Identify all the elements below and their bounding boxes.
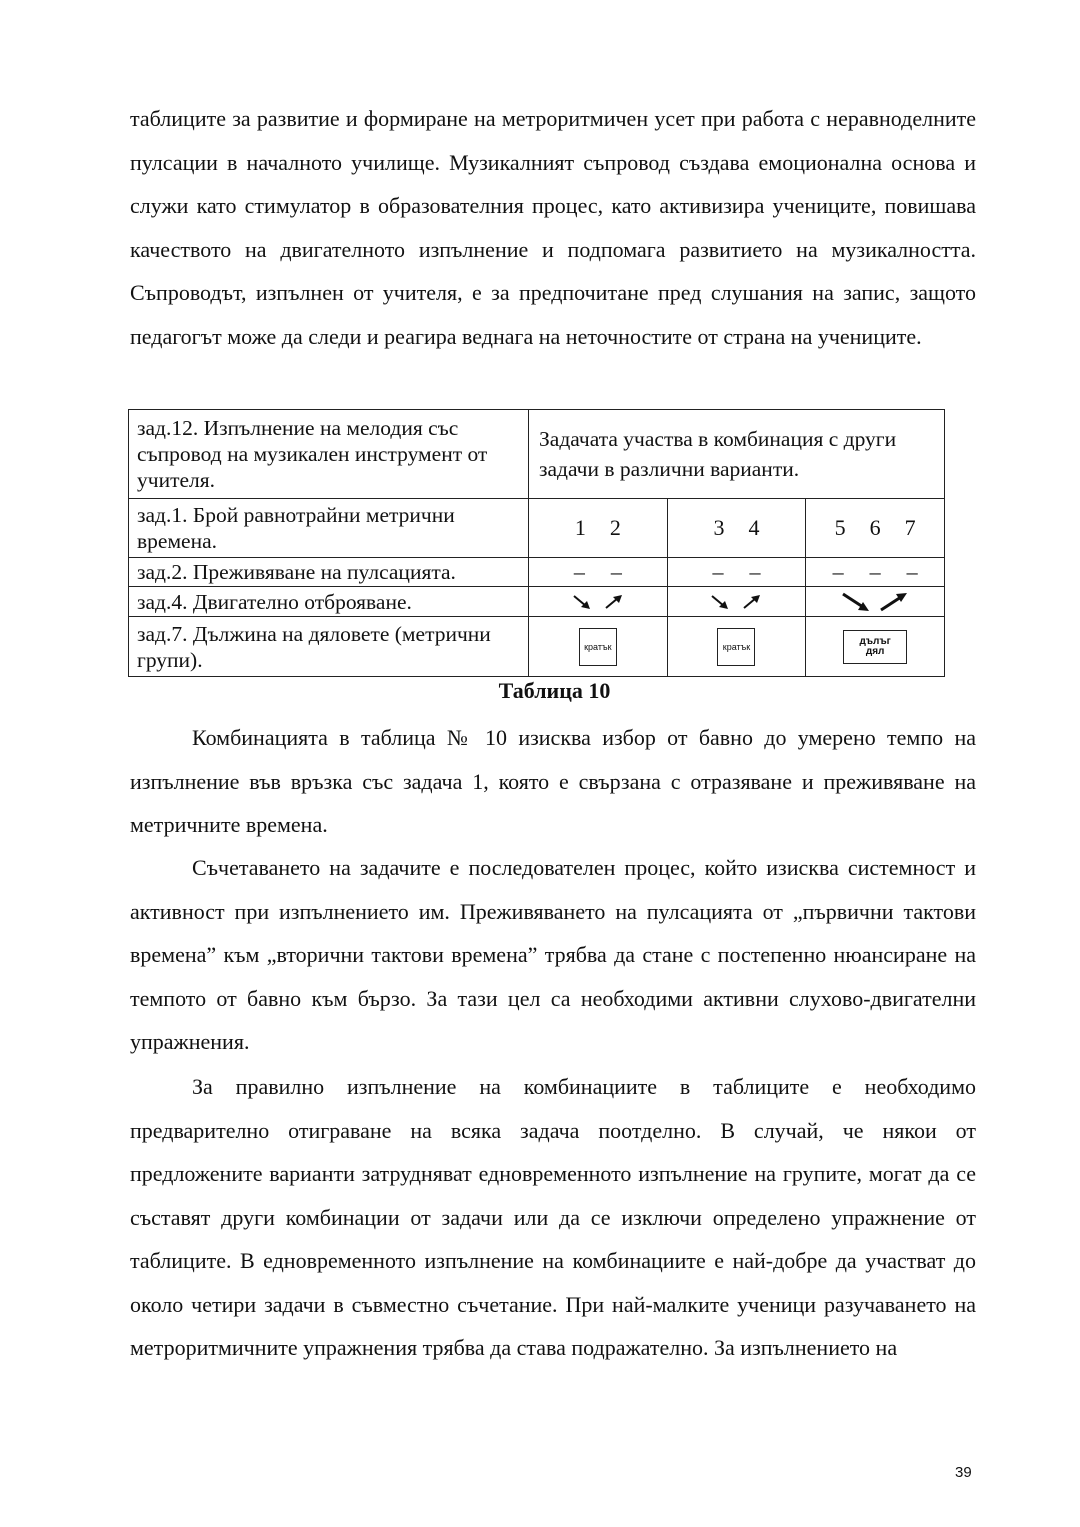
variant-3-counting <box>806 587 945 617</box>
variant-1-counting <box>529 587 668 617</box>
row-label-task2: зад.2. Преживяване на пулсацията. <box>129 558 529 587</box>
variant-2-parts <box>667 617 806 677</box>
arrow-up-right-icon <box>603 592 625 612</box>
row-label-task4: зад.4. Двигателно отброяване. <box>129 587 529 617</box>
table-10 <box>128 409 945 677</box>
beat-number: 4 <box>748 515 760 540</box>
table-caption: Таблица 10 <box>498 678 611 703</box>
pulse-dash: – <box>749 559 761 584</box>
paragraph-combination: Комбинацията в таблица № 10 изисква избор от бавно до умерено темпо на изпълнение във връзка със задача 1, която е свързана с отразяване и преживяване на метричните времена. <box>130 725 976 837</box>
short-part-box: кратък <box>717 628 755 666</box>
pulse-dash: – <box>869 559 881 584</box>
pulse-dash: – <box>906 559 918 584</box>
beat-number: 6 <box>869 515 881 540</box>
long-part-line1: дълъг <box>859 635 891 647</box>
variant-3-pulses <box>806 558 945 587</box>
row-label-task1: зад.1. Брой равнотрайни метрични времена. <box>129 499 529 558</box>
beat-number: 5 <box>834 515 846 540</box>
variant-2-pulses <box>667 558 806 587</box>
beat-number: 1 <box>574 515 586 540</box>
short-part-box: кратък <box>579 628 617 666</box>
pulse-dash: – <box>832 559 844 584</box>
arrow-down-right-icon <box>571 592 593 612</box>
long-part-box <box>843 630 907 664</box>
variant-2-counting <box>667 587 806 617</box>
beat-number: 7 <box>904 515 916 540</box>
row-label-task12: зад.12. Изпълнение на мелодия със съпровод на музикален инструмент от учителя. <box>129 410 529 499</box>
long-part-line2: дял <box>865 645 885 657</box>
arrow-down-right-long-icon <box>841 591 871 613</box>
variant-3-beats <box>806 499 945 558</box>
page-number: 39 <box>955 1464 972 1481</box>
row-label-task7: зад.7. Дължина на дяловете (метрични групи). <box>129 617 529 677</box>
pulse-dash: – <box>610 559 622 584</box>
variant-1-pulses <box>529 558 668 587</box>
arrow-up-right-long-icon <box>879 591 909 613</box>
pulse-dash: – <box>573 559 585 584</box>
paragraph-intro: таблиците за развитие и формиране на метроритмичен усет при работа с неравноделните пулсации в началното училище. Музикалният съпровод създава емоционална основа и служи като стимулатор в образователния процес, като активизира учениците, повишава качеството на двигателното изпълнение и подпомага развитието на музикалността. Съпроводът, изпълнен от учителя, е за предпочитане пред слушания на запис, защото педагогът може да следи и реагира веднага на неточностите от страна на учениците. <box>130 106 976 349</box>
variant-3-parts <box>806 617 945 677</box>
variant-1-beats <box>529 499 668 558</box>
paragraph-execution: За правилно изпълнение на комбинациите в таблиците е необходимо предварително отиграване на всяка задача поотделно. В случай, че някои от предложените варианти затрудняват едновременното изпълнение на групите, могат да се съставят други комбинации от задачи или да се изключи определено упражнение от таблиците. В едновременното изпълнение на комбинациите е най-добре да участват до около четири задачи в съвместно съчетание. При най-малките ученици разучаването на метроритмичните упражнения трябва да става подражателно. За изпълнението на <box>130 1074 976 1360</box>
pulse-dash: – <box>712 559 724 584</box>
beat-number: 3 <box>713 515 725 540</box>
variant-1-parts <box>529 617 668 677</box>
arrow-down-right-icon <box>709 592 731 612</box>
combination-note: Задачата участва в комбинация с други задачи в различни варианти. <box>529 410 945 499</box>
arrow-up-right-icon <box>741 592 763 612</box>
beat-number: 2 <box>609 515 621 540</box>
variant-2-beats <box>667 499 806 558</box>
paragraph-sequence: Съчетаването на задачите е последователен процес, който изисква системност и активност при изпълнението им. Преживяването на пулсацията от „първични тактови времена” към „вторични тактови времена” трябва да стане с постепенно нюансиране на темпото от бавно към бързо. За тази цел са необходими активни слухово-двигателни упражнения. <box>130 855 976 1054</box>
